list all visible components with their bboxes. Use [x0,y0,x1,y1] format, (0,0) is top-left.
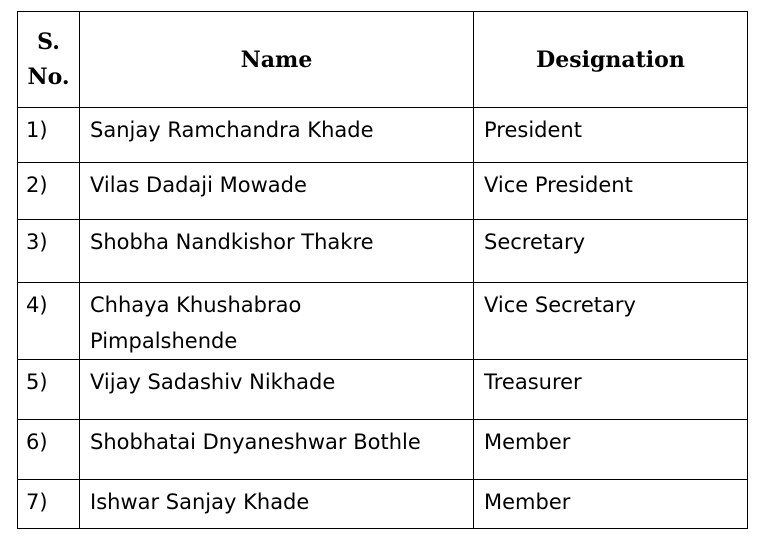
header-name [80,12,474,108]
name-cell [80,480,474,529]
name-cell [80,163,474,220]
table-row [18,360,748,420]
name-cell [80,283,474,360]
name-text [80,283,473,359]
sno-text: 1) [26,118,48,142]
header-name-label: Name [240,46,313,73]
designation-text: Member [484,430,571,454]
name-cell [80,420,474,480]
name-cell [80,360,474,420]
name-text: Shobha Nandkishor Thakre [90,230,374,254]
table-row [18,480,748,529]
name-text-line2: Pimpalshende [90,329,238,353]
designation-cell [474,163,748,220]
table-row [18,163,748,220]
designation-text: Vice President [484,173,633,197]
header-designation [474,12,748,108]
designation-cell [474,220,748,283]
table-row [18,108,748,163]
header-sno [18,12,80,108]
name-text: Shobhatai Dnyaneshwar Bothle [90,430,421,454]
sno-cell [18,283,80,360]
header-designation-label: Designation [536,46,685,73]
name-text: Sanjay Ramchandra Khade [90,118,374,142]
table-row [18,283,748,360]
sno-text: 2) [26,173,48,197]
sno-cell [18,220,80,283]
header-row [18,12,748,108]
sno-cell [18,420,80,480]
designation-text: Member [484,490,571,514]
name-text: Ishwar Sanjay Khade [90,490,310,514]
designation-cell [474,283,748,360]
sno-text: 4) [26,293,48,317]
designation-text: President [484,118,582,142]
sno-text: 6) [26,430,48,454]
name-cell [80,108,474,163]
sno-cell [18,360,80,420]
name-text: Vilas Dadaji Mowade [90,173,307,197]
table-row [18,220,748,283]
name-cell [80,220,474,283]
designation-cell [474,420,748,480]
table-row [18,420,748,480]
sno-text: 7) [26,490,48,514]
sno-cell [18,163,80,220]
name-text-line1: Chhaya Khushabrao [90,293,302,317]
header-sno-line1: S. [37,28,60,55]
name-text: Vijay Sadashiv Nikhade [90,370,336,394]
designation-text: Vice Secretary [484,293,636,317]
sno-cell [18,108,80,163]
designation-cell [474,360,748,420]
sno-cell [18,480,80,529]
header-sno-line2: No. [27,63,70,90]
designation-text: Treasurer [484,370,582,394]
sno-text: 3) [26,230,48,254]
designation-text: Secretary [484,230,586,254]
designation-cell [474,480,748,529]
designation-cell [474,108,748,163]
sno-text: 5) [26,370,48,394]
members-table [17,11,748,529]
